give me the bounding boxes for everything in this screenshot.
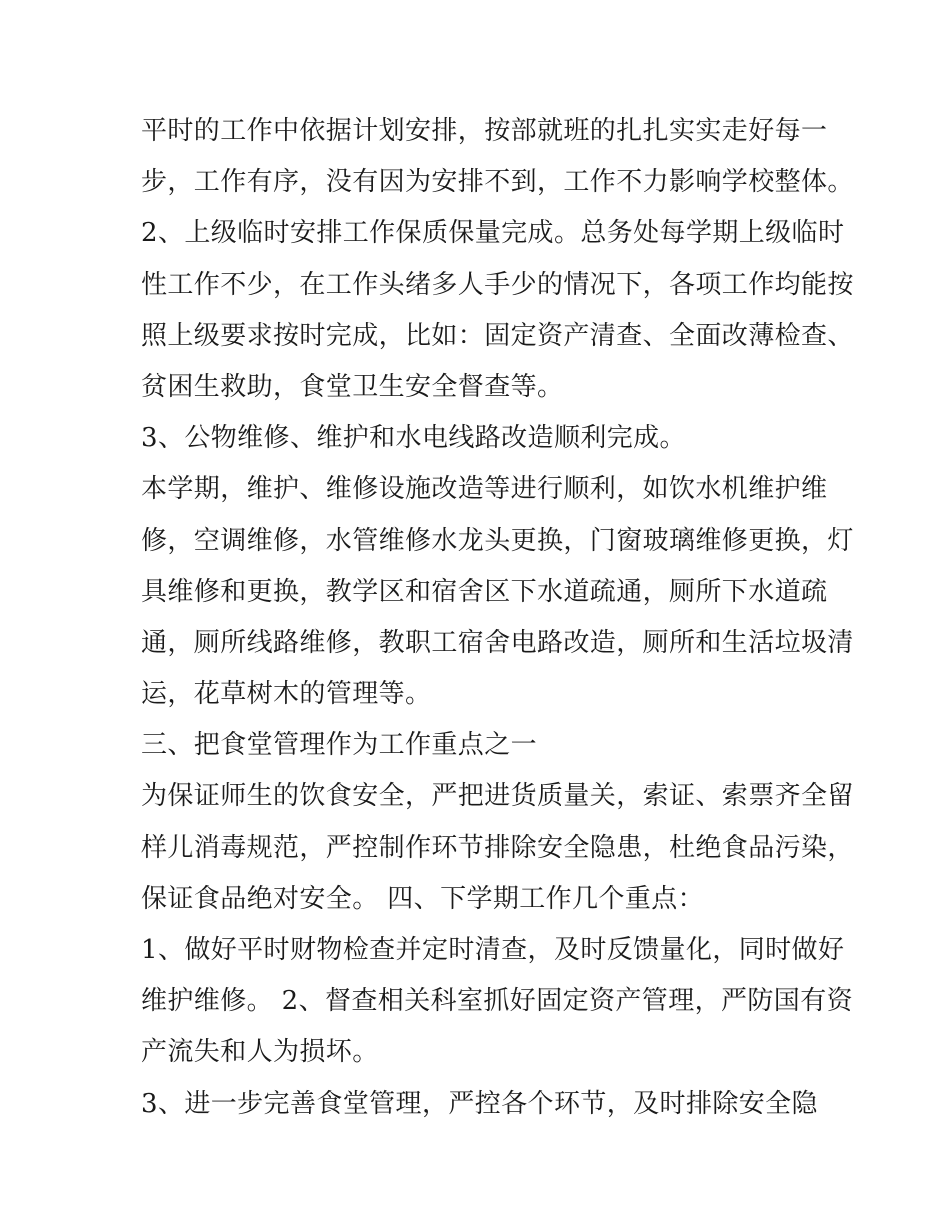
section-heading: 三、把食堂管理作为工作重点之一	[141, 730, 538, 761]
text-line: 通，厕所线路维修，教职工宿舍电路改造，厕所和生活垃圾清	[141, 627, 854, 658]
text-line: 修，空调维修，水管维修水龙头更换，门窗玻璃维修更换，灯	[141, 525, 854, 556]
text-line: 为保证师生的饮食安全，严把进货质量关，索证、索票齐全留	[141, 781, 854, 812]
text-line: 3、进一步完善食堂管理，严控各个环节，及时排除安全隐	[141, 1088, 818, 1119]
text-line: 性工作不少，在工作头绪多人手少的情况下，各项工作均能按	[141, 269, 854, 300]
text-line: 产流失和人为损坏。	[141, 1037, 379, 1068]
text-line: 本学期，维护、维修设施改造等进行顺利，如饮水机维护维	[141, 474, 828, 505]
text-line: 维护维修。 2、督查相关科室抓好固定资产管理，严防国有资	[141, 986, 854, 1017]
text-line: 2、上级临时安排工作保质保量完成。总务处每学期上级临时	[141, 218, 845, 249]
text-line: 平时的工作中依据计划安排，按部就班的扎扎实实走好每一	[141, 116, 828, 146]
text-line: 运，花草树木的管理等。	[141, 679, 432, 710]
text-line: 贫困生救助，食堂卫生安全督查等。	[141, 371, 564, 402]
text-line: 步，工作有序，没有因为安排不到，工作不力影响学校整体。	[141, 167, 854, 198]
text-line: 具维修和更换，教学区和宿舍区下水道疏通，厕所下水道疏	[141, 576, 828, 607]
text-line: 3、公物维修、维护和水电线路改造顺利完成。	[141, 423, 686, 454]
text-line: 1、做好平时财物检查并定时清查，及时反馈量化，同时做好	[141, 935, 845, 965]
text-line: 保证食品绝对安全。 四、下学期工作几个重点：	[141, 883, 705, 914]
document-body	[141, 106, 854, 1130]
text-line: 样儿消毒规范，严控制作环节排除安全隐患，杜绝食品污染，	[141, 832, 854, 863]
text-line: 照上级要求按时完成，比如：固定资产清查、全面改薄检查、	[141, 320, 854, 351]
